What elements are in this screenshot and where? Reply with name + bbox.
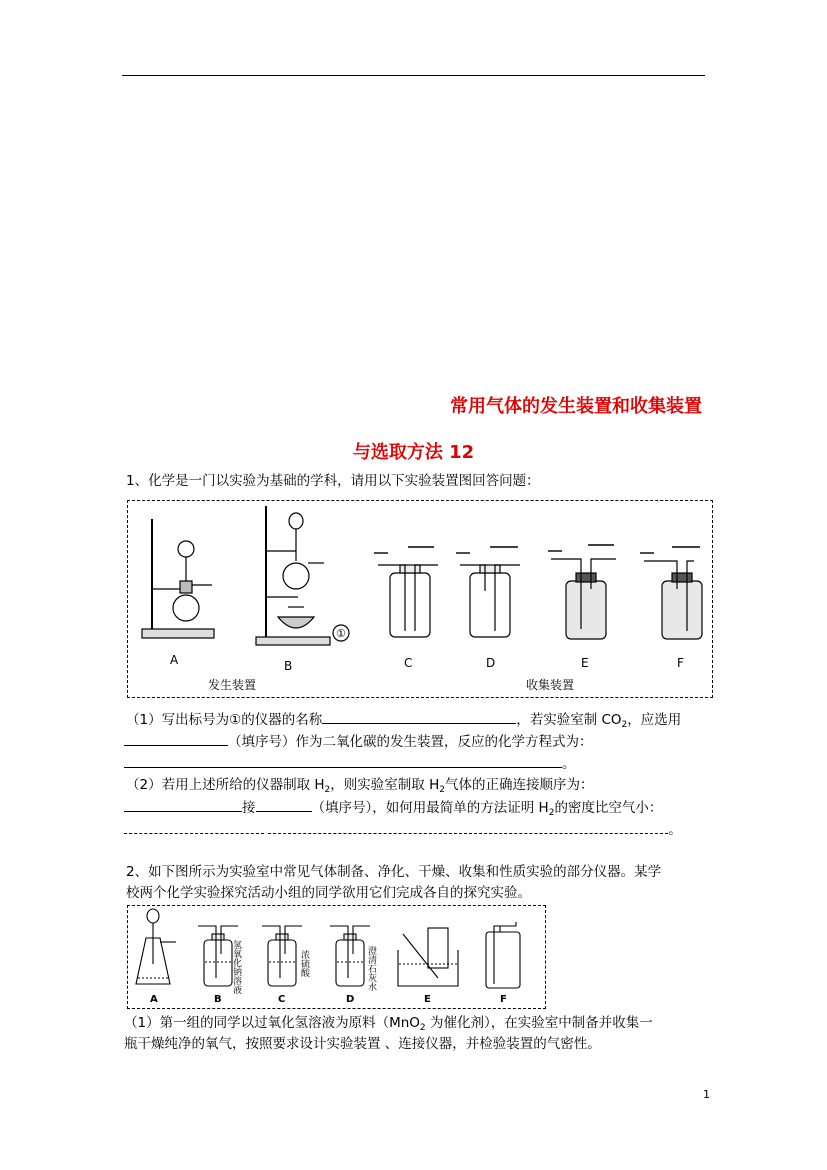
apparatus-2a bbox=[136, 909, 176, 984]
q2-intro-line1: 2、如下图所示为实验室中常见气体制备、净化、干燥、收集和性质实验的部分仪器。某学 bbox=[126, 864, 662, 880]
blank-h2-method-a[interactable] bbox=[124, 819, 264, 834]
q1-part2-line1: （2）若用上述所给的仪器制取 $H_2$，则实验室制取 $H_2$气体的正确连接顺序为： bbox=[126, 777, 594, 795]
apparatus-2d bbox=[330, 926, 370, 986]
header-rule bbox=[122, 75, 705, 76]
blank-h2-method-b[interactable] bbox=[268, 819, 668, 834]
caption-generation: 发生装置 bbox=[208, 678, 257, 692]
apparatus-c bbox=[378, 565, 438, 637]
figure-2-drawing bbox=[128, 906, 545, 1008]
label-2a: A bbox=[150, 994, 158, 1005]
label-e: E bbox=[581, 656, 589, 670]
title-line-1: 常用气体的发生装置和收集装置 bbox=[450, 396, 702, 417]
label-2d: D bbox=[346, 994, 355, 1005]
label-b: B bbox=[284, 659, 293, 673]
q1-part2-line2: 接 （填序号），如何用最简单的方法证明 $H_2$的密度比空气小： bbox=[124, 797, 662, 823]
label-a: A bbox=[170, 653, 179, 667]
label-2e: E bbox=[424, 994, 431, 1005]
q2-part1-line1: （1）第一组的同学以过氧化氢溶液为原料（MnO$_2$ 为催化剂），在实验室中制备并收集一 bbox=[124, 1015, 653, 1033]
q1-part2-line3: 。 bbox=[124, 819, 682, 840]
q1-part1-line1: （1）写出标号为①的仪器的名称 ，若实验室制 $CO_2$，应选用 bbox=[126, 709, 681, 735]
apparatus-f bbox=[644, 561, 702, 639]
label-2c: C bbox=[278, 994, 286, 1005]
apparatus-2f bbox=[486, 922, 520, 988]
blank-h2-first[interactable] bbox=[124, 797, 242, 812]
q1-part1-line2: （填序号）作为二氧化碳的发生装置，反应的化学方程式为： bbox=[124, 731, 593, 752]
label-f: F bbox=[677, 656, 684, 670]
label-c: C bbox=[404, 656, 413, 670]
apparatus-a bbox=[142, 519, 214, 638]
apparatus-2c bbox=[262, 926, 302, 986]
label-h2so4: 浓硫酸 bbox=[299, 950, 309, 977]
instrument-marker: ① bbox=[336, 627, 346, 640]
q2-part1-line2: 瓶干燥纯净的氧气，按照要求设计实验装置 、连接仪器，并检验装置的气密性。 bbox=[124, 1036, 601, 1052]
blank-co2-equation[interactable] bbox=[124, 753, 562, 768]
blank-h2-second[interactable] bbox=[256, 797, 312, 812]
apparatus-2e bbox=[398, 928, 458, 986]
label-2f: F bbox=[500, 994, 507, 1005]
q1-part1-line3: 。 bbox=[124, 753, 576, 774]
apparatus-d bbox=[460, 565, 520, 637]
apparatus-e bbox=[551, 559, 616, 639]
apparatus-b bbox=[256, 506, 330, 645]
figure-1 bbox=[127, 500, 713, 698]
blank-co2-apparatus[interactable] bbox=[124, 731, 228, 746]
caption-collection: 收集装置 bbox=[526, 678, 575, 692]
label-2b: B bbox=[214, 994, 222, 1005]
q1-intro: 1、化学是一门以实验为基础的学科，请用以下实验装置图回答问题： bbox=[126, 473, 540, 489]
title-line-2: 与选取方法 12 bbox=[352, 442, 475, 463]
figure-2 bbox=[127, 905, 546, 1009]
figure-1-drawing bbox=[128, 501, 712, 697]
label-naoh: 氢氧化钠溶液 bbox=[231, 940, 241, 994]
label-d: D bbox=[486, 656, 496, 670]
q2-intro-line2: 校两个化学实验探究活动小组的同学欲用它们完成各自的探究实验。 bbox=[126, 885, 531, 901]
blank-instrument-name[interactable] bbox=[322, 709, 516, 724]
label-limewater: 澄清石灰水 bbox=[366, 946, 376, 991]
page-number: 1 bbox=[703, 1088, 710, 1101]
